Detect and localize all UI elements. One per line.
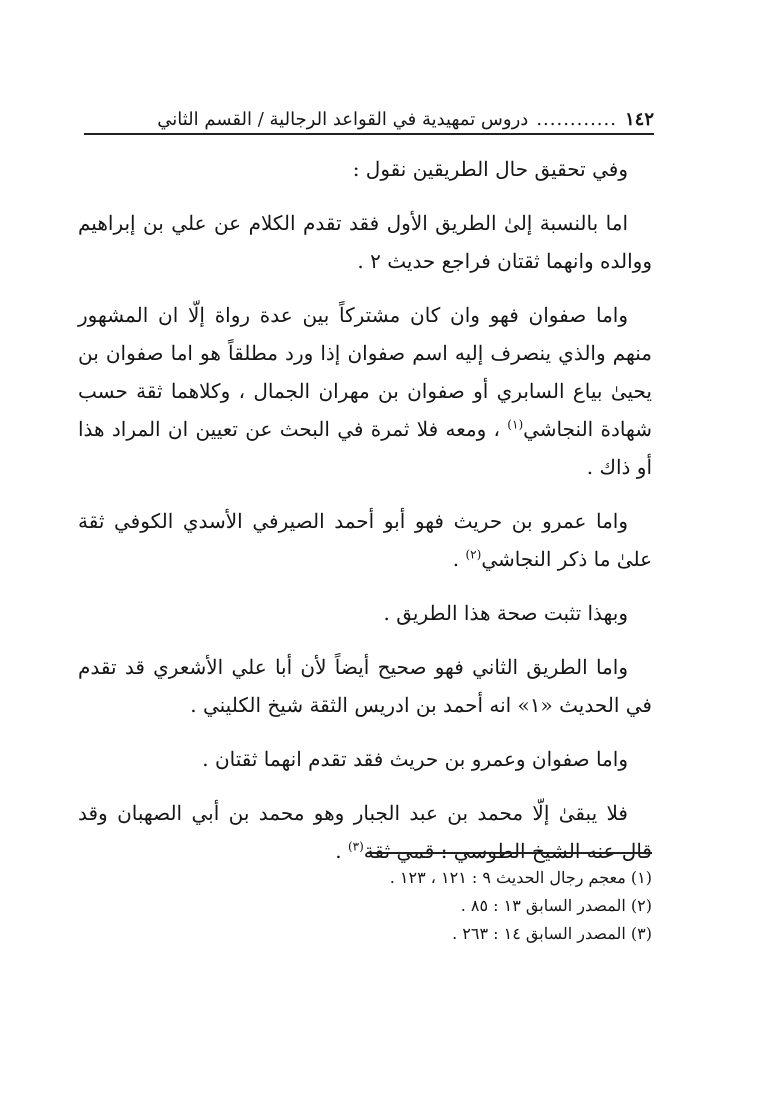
- paragraph: واما الطريق الثاني فهو صحيح أيضاً لأن أبا علي الأشعري قد تقدم في الحديث «١» انه أحمد بن ادريس الثقة شيخ الكليني .: [78, 655, 652, 717]
- header-title: دروس تمهيدية في القواعد الرجالية / القسم الثاني: [157, 109, 529, 130]
- footnotes: [300, 864, 652, 948]
- footnote-marker: (٢): [465, 547, 482, 562]
- paragraph: فلا يبقىٰ إلّا محمد بن عبد الجبار وهو محمد بن أبي الصهبان وقد قال عنه الشيخ الطوسي : قمي ثقة$^{(٣)}$ .: [78, 801, 652, 863]
- footnote-marker: (٣): [347, 839, 364, 854]
- footnote-marker: (١): [507, 417, 524, 432]
- paragraph: وبهذا تثبت صحة هذا الطريق .: [383, 601, 628, 625]
- paragraph: واما صفوان فهو وان كان مشتركاً بين عدة رواة إلّا ان المشهور منهم والذي ينصرف إليه اسم صفوان إذا ورد مطلقاً هو اما صفوان بن يحيىٰ بياع السابري أو صفوان بن مهران الجمال ، وكلاهما ثقة حسب شهادة النجاشي$^{(١)}$ ، ومعه فلا ثمرة في البحث عن تعيين ان المراد هذا أو ذاك .: [78, 303, 652, 479]
- paragraph: وفي تحقيق حال الطريقين نقول :: [352, 157, 628, 181]
- page-number: ١٤٢: [624, 109, 654, 130]
- footnote-divider: [368, 852, 652, 854]
- running-header: [84, 103, 654, 135]
- paragraph: واما عمرو بن حريث فهو أبو أحمد الصيرفي الأسدي الكوفي ثقة علىٰ ما ذكر النجاشي$^{(٢)}$ .: [78, 509, 652, 571]
- paragraph: اما بالنسبة إلىٰ الطريق الأول فقد تقدم الكلام عن علي بن إبراهيم ووالده وانهما ثقتان فراجع حديث ٢ .: [78, 211, 652, 273]
- footnote: (٣) المصدر السابق ١٤ : ٢٦٣ .: [452, 924, 652, 943]
- footnote: (١) معجم رجال الحديث ٩ : ١٢١ ، ١٢٣ .: [389, 868, 652, 887]
- footnote: (٢) المصدر السابق ١٣ : ٨٥ .: [460, 896, 652, 915]
- paragraph: واما صفوان وعمرو بن حريث فقد تقدم انهما ثقتان .: [202, 747, 628, 771]
- header-dots: ............: [536, 109, 617, 130]
- body-text: [78, 150, 652, 886]
